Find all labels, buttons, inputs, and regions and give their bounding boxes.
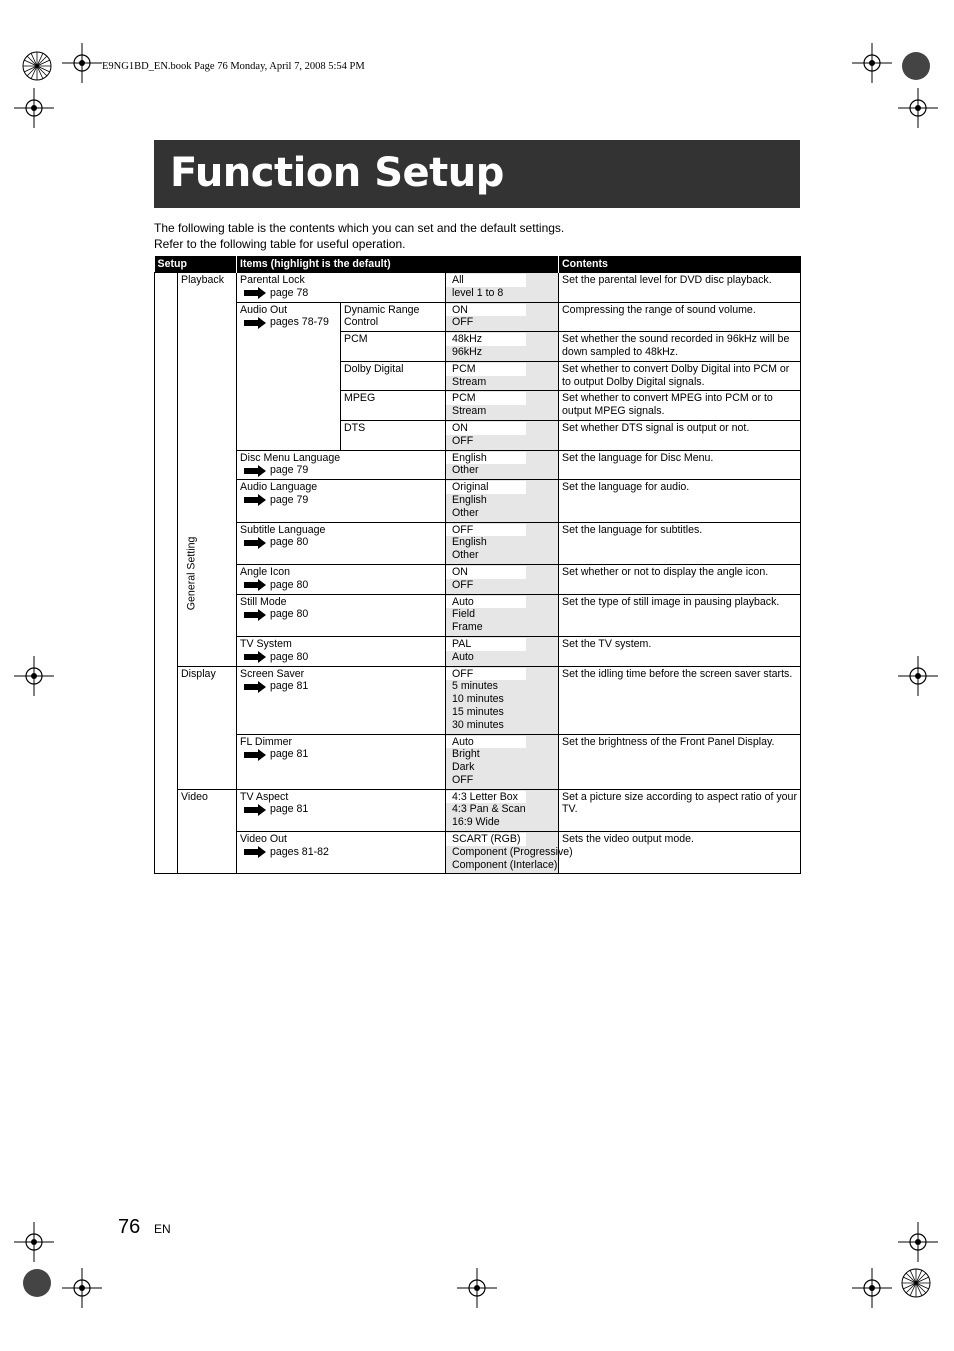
item-name: FL Dimmer (240, 735, 292, 748)
page-reference-arrow-icon (244, 609, 266, 621)
option: level 1 to 8 (452, 286, 504, 299)
options-cell (446, 420, 559, 450)
page-reference-arrow-icon (244, 287, 266, 299)
page-reference-label: page 80 (270, 536, 309, 549)
options-cell (446, 480, 559, 522)
item-name: Parental Lock (240, 274, 305, 286)
page-reference (240, 846, 442, 859)
intro-line: Refer to the following table for useful operation. (154, 237, 406, 251)
table-row (155, 636, 801, 666)
page-reference-arrow-icon (244, 804, 266, 816)
page-reference (240, 651, 442, 664)
options-cell (446, 332, 559, 362)
default-option: Original (446, 481, 526, 494)
contents-cell: Set whether DTS signal is output or not. (559, 420, 801, 450)
page-reference-arrow-icon (244, 317, 266, 329)
default-option: OFF (446, 668, 526, 681)
options-cell (446, 302, 559, 332)
page-reference-arrow-icon (244, 494, 266, 506)
default-option: English (446, 452, 526, 465)
page-language: EN (154, 1222, 171, 1236)
item-cell (237, 666, 446, 734)
item-name: Video Out (240, 833, 287, 846)
options-cell (446, 450, 559, 480)
item-name: Audio Out (240, 303, 288, 316)
halftone-disc-icon (896, 46, 936, 86)
option: English (452, 493, 487, 506)
group-cell: Display (178, 666, 237, 789)
default-option: OFF (446, 524, 526, 537)
item-cell (237, 273, 446, 303)
item-name: Subtitle Language (240, 523, 326, 536)
default-option: Auto (446, 596, 526, 609)
default-option: All (446, 274, 526, 287)
page-reference-arrow-icon (244, 846, 266, 858)
option: 4:3 Pan & Scan (452, 803, 526, 816)
option: English (452, 536, 487, 549)
registration-mark-icon (62, 1268, 102, 1308)
default-option: 48kHz (446, 333, 526, 346)
contents-cell: Sets the video output mode. (559, 832, 801, 874)
registration-mark-icon (852, 1268, 892, 1308)
table-row (155, 832, 801, 874)
table-row (155, 594, 801, 636)
page-reference (240, 680, 442, 693)
intro-line: The following table is the contents which you can set and the default settings. (154, 221, 565, 235)
contents-cell: Set the language for subtitles. (559, 522, 801, 564)
contents-cell: Set whether or not to display the angle icon. (559, 564, 801, 594)
default-option: ON (446, 422, 526, 435)
options-cell (446, 666, 559, 734)
registration-mark-icon (62, 43, 102, 83)
contents-cell: Set the language for Disc Menu. (559, 450, 801, 480)
table-row (155, 450, 801, 480)
page-reference (240, 608, 442, 621)
option: Stream (452, 405, 487, 418)
options-cell (446, 522, 559, 564)
table-header (155, 256, 801, 273)
page-reference (240, 536, 442, 549)
starburst-mark-icon (17, 46, 57, 86)
item-name: Audio Language (240, 481, 318, 494)
option: 5 minutes (452, 680, 498, 693)
registration-mark-icon (852, 43, 892, 83)
contents-cell: Set whether to convert MPEG into PCM or to output MPEG signals. (559, 391, 801, 421)
sub-item-cell: MPEG (341, 391, 446, 421)
contents-cell: Set whether the sound recorded in 96kHz will be down sampled to 48kHz. (559, 332, 801, 362)
page-reference-label: page 78 (270, 286, 309, 299)
group-cell: Playback (178, 273, 237, 667)
options-cell (446, 789, 559, 831)
contents-cell: Set the language for audio. (559, 480, 801, 522)
default-option: PAL (446, 638, 526, 651)
item-name: Still Mode (240, 595, 287, 608)
registration-mark-icon (14, 1222, 54, 1262)
page-reference (240, 748, 442, 761)
contents-cell: Set the idling time before the screen saver starts. (559, 666, 801, 734)
option: 16:9 Wide (452, 816, 500, 829)
item-cell (237, 450, 446, 480)
item-name: Angle Icon (240, 565, 291, 578)
print-header: E9NG1BD_EN.book Page 76 Monday, April 7, 2008 5:54 PM (102, 61, 365, 72)
item-name: Screen Saver (240, 667, 305, 680)
table-row (155, 789, 801, 831)
page-reference-label: pages 81-82 (270, 845, 329, 858)
page-reference (240, 494, 442, 507)
registration-mark-icon (898, 88, 938, 128)
table-row (155, 273, 801, 303)
item-cell (237, 636, 446, 666)
registration-mark-icon (14, 88, 54, 128)
page-reference-label: page 81 (270, 803, 309, 816)
item-cell (237, 594, 446, 636)
group-cell: Video (178, 789, 237, 874)
option: 30 minutes (452, 718, 504, 731)
page-reference (240, 464, 442, 477)
page-reference-arrow-icon (244, 465, 266, 477)
option: OFF (452, 316, 474, 329)
options-cell (446, 832, 573, 874)
registration-mark-icon (457, 1268, 497, 1308)
registration-mark-icon (898, 656, 938, 696)
contents-cell: Set a picture size according to aspect ratio of your TV. (559, 789, 801, 831)
item-name: Disc Menu Language (240, 451, 341, 464)
option: OFF (452, 434, 474, 447)
item-cell (237, 522, 446, 564)
page-reference-arrow-icon (244, 681, 266, 693)
options-cell (446, 636, 559, 666)
default-option: Auto (446, 736, 526, 749)
option: Auto (452, 650, 474, 663)
page-reference (240, 579, 442, 592)
page-reference-label: page 81 (270, 680, 309, 693)
options-cell (446, 594, 559, 636)
option: 96kHz (452, 345, 483, 358)
starburst-mark-icon (896, 1263, 936, 1303)
option: Component (Progressive) (452, 845, 573, 858)
page-reference-label: page 80 (270, 608, 309, 621)
option: Other (452, 549, 479, 562)
header-contents: Contents (559, 256, 801, 273)
table-row (155, 480, 801, 522)
registration-mark-icon (14, 656, 54, 696)
page-number: 76 (118, 1216, 141, 1238)
page-reference-label: page 79 (270, 493, 309, 506)
option: Dark (452, 761, 475, 774)
page-reference-label: pages 78-79 (270, 316, 329, 329)
page-reference (240, 316, 337, 329)
options-cell (446, 734, 559, 789)
setup-category-label: General Setting (185, 536, 198, 611)
page-reference-arrow-icon (244, 749, 266, 761)
contents-cell: Set whether to convert Dolby Digital into PCM or to output Dolby Digital signals. (559, 361, 801, 391)
option: Component (Interlace) (452, 858, 558, 871)
item-cell (237, 480, 446, 522)
option: Frame (452, 621, 483, 634)
sub-item-cell: Dolby Digital (341, 361, 446, 391)
item-cell (237, 564, 446, 594)
default-option: SCART (RGB) (446, 833, 526, 846)
sub-item-cell: DTS (341, 420, 446, 450)
table-row (155, 522, 801, 564)
table-row (155, 564, 801, 594)
page-reference-label: page 80 (270, 650, 309, 663)
table-row (155, 302, 801, 332)
halftone-disc-icon (17, 1263, 57, 1303)
option: Other (452, 464, 479, 477)
sub-item-cell: PCM (341, 332, 446, 362)
item-name: TV Aspect (240, 790, 289, 803)
options-cell (446, 361, 559, 391)
function-setup-table (154, 256, 801, 874)
contents-cell: Set the brightness of the Front Panel Display. (559, 734, 801, 789)
item-cell (237, 832, 446, 874)
item-cell (237, 734, 446, 789)
options-cell (446, 391, 559, 421)
default-option: 4:3 Letter Box (446, 791, 526, 804)
option: Stream (452, 375, 487, 388)
default-option: ON (446, 566, 526, 579)
table-row (155, 734, 801, 789)
options-cell (446, 273, 559, 303)
page-reference-arrow-icon (244, 579, 266, 591)
option: Other (452, 506, 479, 519)
option: OFF (452, 773, 474, 786)
header-items: Items (highlight is the default) (237, 256, 559, 273)
default-option: PCM (446, 392, 526, 405)
page-reference-label: page 81 (270, 748, 309, 761)
options-cell (446, 564, 559, 594)
item-name: TV System (240, 637, 292, 650)
page-title: Function Setup (170, 150, 504, 196)
option: Field (452, 608, 475, 621)
option: 15 minutes (452, 705, 504, 718)
page-reference-arrow-icon (244, 651, 266, 663)
option: 10 minutes (452, 693, 504, 706)
table-row (155, 666, 801, 734)
page-reference-label: page 79 (270, 464, 309, 477)
page-reference-arrow-icon (244, 537, 266, 549)
title-bar (154, 140, 800, 208)
sub-item-cell: Dynamic Range Control (341, 302, 446, 332)
item-cell (237, 789, 446, 831)
page-reference-label: page 80 (270, 578, 309, 591)
intro-text (154, 220, 564, 252)
page-reference (240, 803, 442, 816)
option: Bright (452, 748, 480, 761)
contents-cell: Compressing the range of sound volume. (559, 302, 801, 332)
default-option: ON (446, 304, 526, 317)
registration-mark-icon (898, 1222, 938, 1262)
contents-cell: Set the TV system. (559, 636, 801, 666)
page-reference (240, 287, 442, 300)
header-setup: Setup (155, 256, 237, 273)
contents-cell: Set the parental level for DVD disc playback. (559, 273, 801, 303)
item-cell (237, 302, 341, 450)
contents-cell: Set the type of still image in pausing playback. (559, 594, 801, 636)
option: OFF (452, 578, 474, 591)
default-option: PCM (446, 363, 526, 376)
